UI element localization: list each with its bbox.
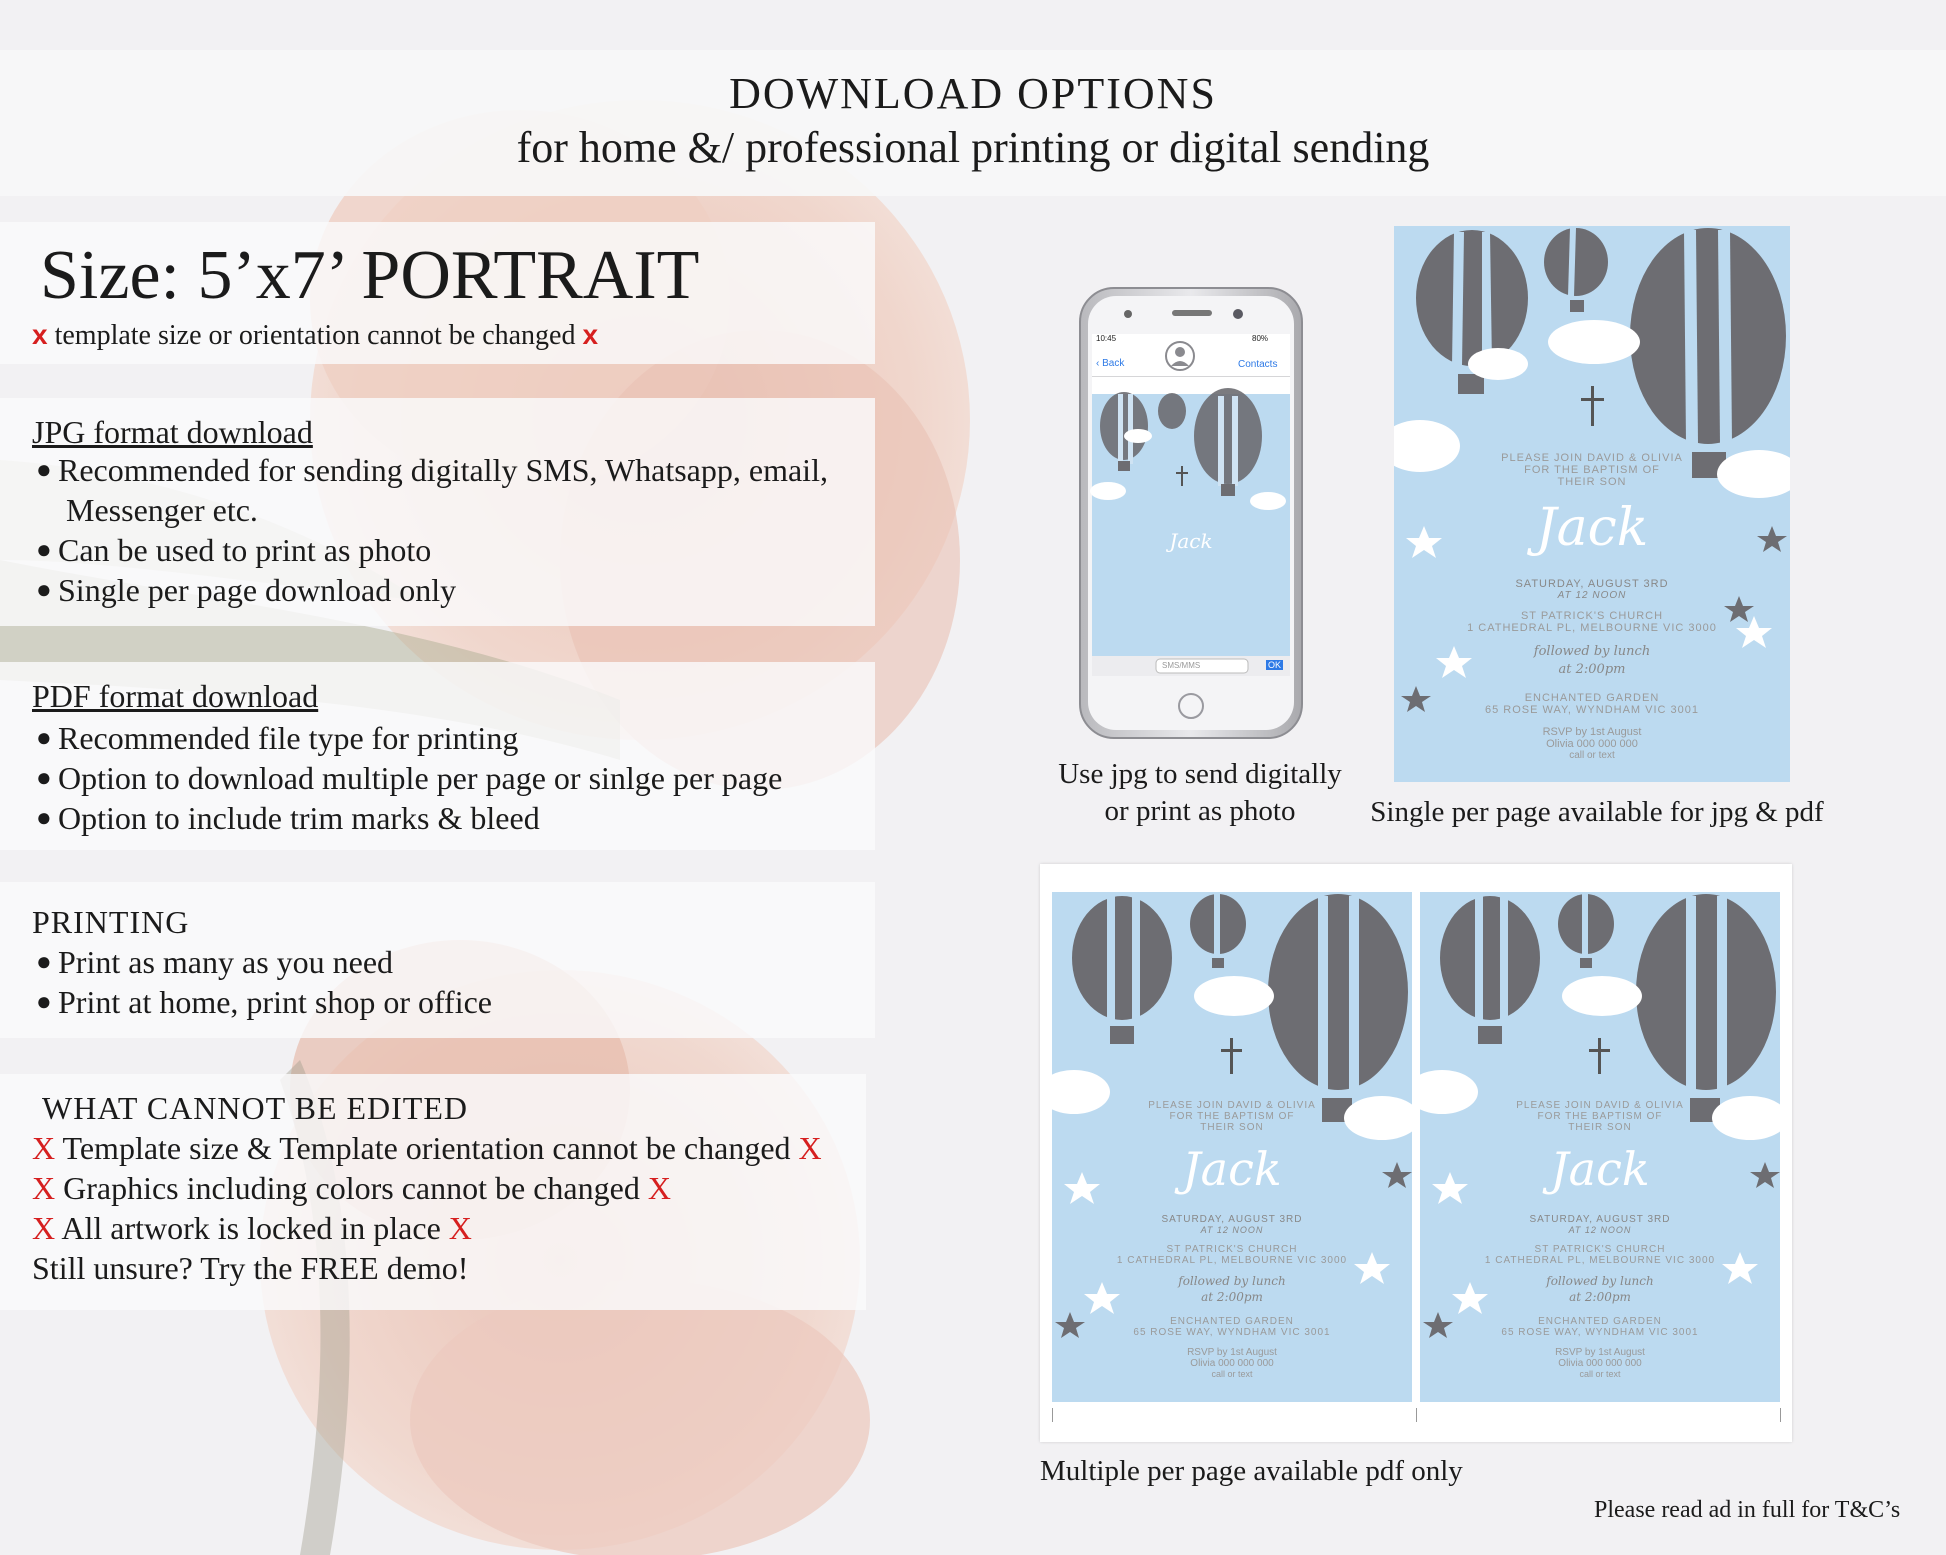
invitation-time: AT 12 NOON xyxy=(1200,1225,1264,1235)
trim-mark xyxy=(1780,1408,1781,1422)
demo-note: Still unsure? Try the FREE demo! xyxy=(32,1250,469,1286)
invitation-church: ST PATRICK'S CHURCH xyxy=(1520,610,1664,622)
invitation-venue: ENCHANTED GARDEN xyxy=(1524,692,1660,704)
trim-mark xyxy=(1052,1408,1053,1422)
invitation-rsvp: RSVP by 1st August xyxy=(1542,726,1642,738)
jpg-panel xyxy=(0,398,875,626)
invitation-rsvp-note: call or text xyxy=(1211,1369,1253,1379)
pdf-panel xyxy=(0,662,875,850)
phone-back-button[interactable]: ‹ Back xyxy=(1096,358,1125,369)
invitation-date: SATURDAY, AUGUST 3RD xyxy=(1529,1214,1671,1225)
invitation-line1: PLEASE JOIN DAVID & OLIVIA xyxy=(1148,1100,1316,1111)
invitation-name: Jack xyxy=(1182,1142,1282,1196)
invitation-venue: ENCHANTED GARDEN xyxy=(1538,1316,1662,1327)
invitation-line2: FOR THE BAPTISM OF xyxy=(1524,464,1660,476)
invitation-church-address: 1 CATHEDRAL PL, MELBOURNE VIC 3000 xyxy=(1467,622,1717,634)
svg-text:Jack: Jack xyxy=(1169,529,1213,553)
list-item: ● Single per page download only xyxy=(36,572,457,608)
cannot-edit-panel xyxy=(0,1074,866,1310)
invitation-rsvp-note: call or text xyxy=(1579,1369,1621,1379)
multiple-per-page-sheet xyxy=(1040,864,1792,1442)
invitation-time: AT 12 NOON xyxy=(1557,590,1627,601)
invitation-church: ST PATRICK'S CHURCH xyxy=(1166,1244,1298,1255)
invitation-line3: THEIR SON xyxy=(1200,1122,1264,1133)
invitation-time: AT 12 NOON xyxy=(1568,1225,1632,1235)
invitation-line3: THEIR SON xyxy=(1557,476,1627,488)
x-mark: x xyxy=(582,319,599,350)
size-note-text: template size or orientation cannot be changed xyxy=(54,320,576,351)
list-item-continuation: Messenger etc. xyxy=(66,492,258,528)
printing-bullet-list xyxy=(28,942,492,1022)
list-item: X Graphics including colors cannot be changed X xyxy=(32,1170,671,1206)
printing-panel xyxy=(0,882,875,1038)
multiple-caption: Multiple per page available pdf only xyxy=(1040,1455,1463,1487)
invitation-name: Jack xyxy=(1550,1142,1650,1196)
pdf-bullet-list xyxy=(28,718,782,838)
pdf-title: PDF format download xyxy=(32,678,319,714)
phone-ok-button[interactable]: OK xyxy=(1268,660,1282,670)
invitation-venue: ENCHANTED GARDEN xyxy=(1170,1316,1294,1327)
header-banner xyxy=(0,50,1946,196)
trim-mark xyxy=(1416,1408,1417,1422)
list-item: ● Option to include trim marks & bleed xyxy=(36,800,540,836)
list-item: ● Print at home, print shop or office xyxy=(36,984,492,1020)
invitation-venue-address: 65 ROSE WAY, WYNDHAM VIC 3001 xyxy=(1501,1327,1699,1338)
cannot-edit-lines xyxy=(32,1128,822,1288)
list-item: X All artwork is locked in place X xyxy=(32,1210,472,1246)
list-item: ● Can be used to print as photo xyxy=(36,532,432,568)
page-subtitle: for home &/ professional printing or digital sending xyxy=(516,123,1430,172)
invitation-rsvp: RSVP by 1st August xyxy=(1187,1347,1277,1358)
jpg-title: JPG format download xyxy=(32,414,313,450)
chevron-left-icon: ‹ xyxy=(1096,358,1100,369)
phone-caption: Use jpg to send digitally or print as photo xyxy=(1058,758,1342,827)
page-title: DOWNLOAD OPTIONS xyxy=(729,69,1217,118)
invitation-followed-time: at 2:00pm xyxy=(1201,1290,1263,1304)
single-invitation-card xyxy=(1394,226,1790,782)
invitation-venue-address: 65 ROSE WAY, WYNDHAM VIC 3001 xyxy=(1484,704,1700,716)
invitation-line1: PLEASE JOIN DAVID & OLIVIA xyxy=(1516,1100,1684,1111)
phone-time: 10:45 xyxy=(1096,334,1117,343)
phone-contacts-button[interactable]: Contacts xyxy=(1238,359,1278,370)
invitation-line2: FOR THE BAPTISM OF xyxy=(1537,1111,1663,1122)
list-item: ● Recommended for sending digitally SMS, Whatsapp, email, xyxy=(36,452,828,488)
terms-note: Please read ad in full for T&C’s xyxy=(1594,1497,1901,1523)
jpg-bullet-list xyxy=(28,450,828,610)
size-panel xyxy=(0,222,875,364)
invitation-line2: FOR THE BAPTISM OF xyxy=(1169,1111,1295,1122)
invitation-rsvp: RSVP by 1st August xyxy=(1555,1347,1645,1358)
invitation-line1: PLEASE JOIN DAVID & OLIVIA xyxy=(1501,452,1683,464)
invitation-rsvp-note: call or text xyxy=(1569,750,1615,761)
phone-frame-illustration xyxy=(1078,286,1304,740)
invitation-card-left xyxy=(1052,892,1412,1402)
printing-title: PRINTING xyxy=(32,904,190,940)
size-title: Size: 5’x7’ PORTRAIT xyxy=(40,237,700,314)
invitation-date: SATURDAY, AUGUST 3RD xyxy=(1515,578,1669,590)
phone-mockup xyxy=(1078,286,1304,740)
invitation-church-address: 1 CATHEDRAL PL, MELBOURNE VIC 3000 xyxy=(1116,1255,1348,1266)
invitation-venue-address: 65 ROSE WAY, WYNDHAM VIC 3001 xyxy=(1133,1327,1331,1338)
invitation-church-address: 1 CATHEDRAL PL, MELBOURNE VIC 3000 xyxy=(1484,1255,1716,1266)
invitation-rsvp-contact: Olivia 000 000 000 xyxy=(1546,738,1638,750)
cannot-edit-title: WHAT CANNOT BE EDITED xyxy=(42,1090,468,1126)
phone-message-input[interactable]: SMS/MMS xyxy=(1162,661,1201,670)
phone-battery: 80% xyxy=(1252,334,1269,343)
invitation-followed: followed by lunch xyxy=(1546,1274,1654,1288)
invitation-followed: followed by lunch xyxy=(1533,644,1651,659)
x-mark: x xyxy=(32,319,48,350)
invitation-card-right xyxy=(1420,892,1780,1402)
invitation-followed-time: at 2:00pm xyxy=(1558,662,1626,677)
invitation-followed-time: at 2:00pm xyxy=(1569,1290,1631,1304)
invitation-rsvp-contact: Olivia 000 000 000 xyxy=(1190,1358,1274,1369)
invitation-date: SATURDAY, AUGUST 3RD xyxy=(1161,1214,1303,1225)
invitation-church: ST PATRICK'S CHURCH xyxy=(1534,1244,1666,1255)
size-note xyxy=(32,318,598,353)
list-item: ● Recommended file type for printing xyxy=(36,720,519,756)
list-item: ● Print as many as you need xyxy=(36,944,394,980)
single-caption: Single per page available for jpg & pdf xyxy=(1370,796,1824,828)
invitation-line3: THEIR SON xyxy=(1568,1122,1632,1133)
invitation-rsvp-contact: Olivia 000 000 000 xyxy=(1558,1358,1642,1369)
list-item: X Template size & Template orientation cannot be changed X xyxy=(32,1130,822,1166)
invitation-followed: followed by lunch xyxy=(1178,1274,1286,1288)
list-item: ● Option to download multiple per page or sinlge per page xyxy=(36,760,783,796)
invitation-name: Jack xyxy=(1535,498,1649,558)
